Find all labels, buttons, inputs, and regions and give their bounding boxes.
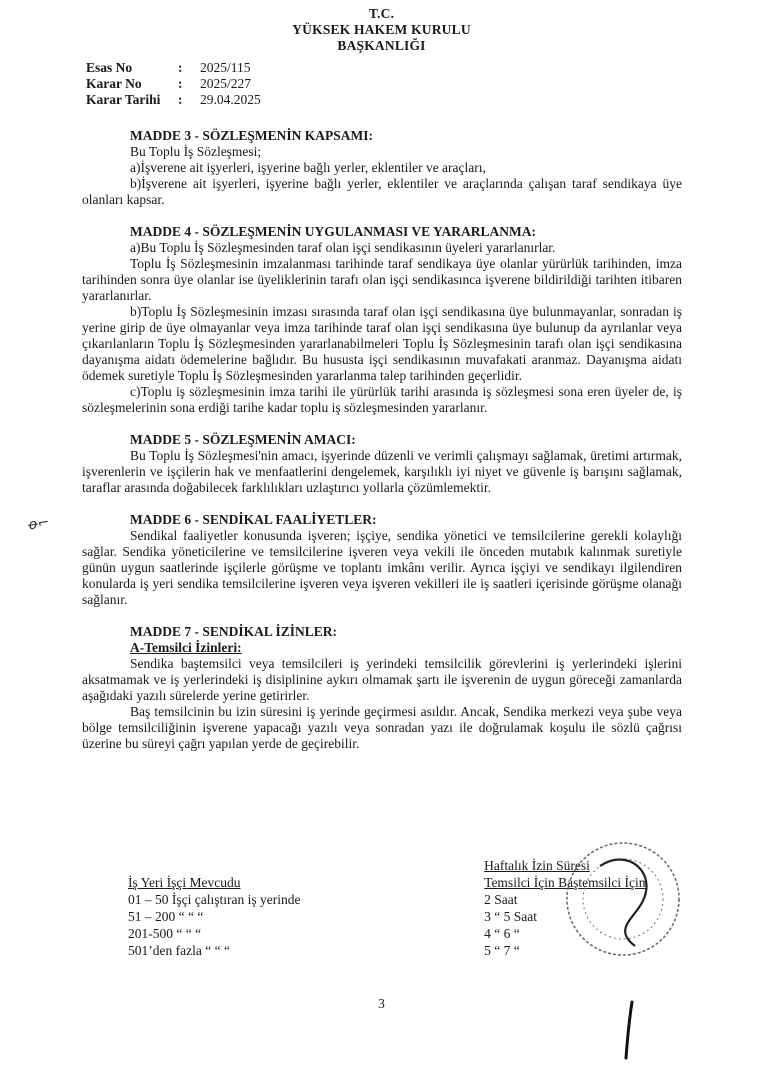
- official-stamp-icon: [560, 836, 686, 962]
- section-madde-5: [82, 432, 682, 496]
- section-madde-4: [82, 224, 682, 416]
- paragraph: Sendikal faaliyetler konusunda işveren; işçiye, sendika yönetici ve temsilcilerine gerekli kolaylığı sağlar. Sendika yöneticilerine ve temsilcilerine işveren veya vekili ile önceden mutabık kalınmak suretiyle günün uygun saatlerinde işçilerle görüşme ve toplantı imkânı verilir. Ayrıca işçiyi ve sendikayı ilgilendiren konularda iş yeri sendika temsilcilerine işveren veya işveren vekilleri ile iş saatleri içerisinde görüşme olanağı sağlanır.: [82, 528, 682, 607]
- header-court-name: YÜKSEK HAKEM KURULU: [292, 22, 471, 37]
- page-number: 3: [378, 996, 385, 1011]
- table-header-workers: İş Yeri İşçi Mevcudu: [128, 875, 241, 890]
- section-heading: MADDE 4 - SÖZLEŞMENİN UYGULANMASI VE YARARLANMA:: [130, 224, 537, 239]
- meta-esas-no: Esas No : 2025/115: [86, 60, 251, 75]
- paragraph: a)Bu Toplu İş Sözleşmesinden taraf olan işçi sendikasının üyeleri yararlanırlar.: [130, 240, 556, 255]
- table-header-weekly: Haftalık İzin Süresi: [484, 858, 590, 873]
- subsection-heading: A-Temsilci İzinleri:: [130, 640, 242, 655]
- paragraph: Toplu İş Sözleşmesinin imzalanması tarihinde taraf sendikaya üye olanlar yürürlük tarihinden, imza tarihinden sonra üye olanlar ise üyeliklerinin tarafı olan işçi sendikasınca işverene bildirildiği tarihten itibaren yararlanırlar.: [82, 256, 682, 303]
- table-row: 51 – 200 “ “ “ 3 “ 5 Saat: [128, 909, 538, 924]
- paragraph: Bu Toplu İş Sözleşmesi;: [130, 144, 262, 159]
- header-presidency: BAŞKANLIĞI: [337, 38, 426, 53]
- section-heading: MADDE 5 - SÖZLEŞMENİN AMACI:: [130, 432, 356, 447]
- table-row: 201-500 “ “ “ 4 “ 6 “: [128, 926, 520, 941]
- paragraph: b)Toplu İş Sözleşmesinin imzası sırasında taraf olan işçi sendikasına üye bulunmayanlar, sonradan iş yerine girip de üye olmayanlar veya imza tarihinde taraf olan işçi sendikasına üye bulunup da ayrılanlar veya çıkarılanların Toplu İş Sözleşmesinden yararlanabilmeleri Toplu İş Sözleşmesinin tarafı olan işçi sendikasına dayanışma aidatı ödemelerine bağlıdır. Bu hususta işçi sendikasının muvafakati aranmaz. Dayanışma aidatı ödemek suretiyle Toplu İş Sözleşmesinden yararlanma talep tarihinden geçerlidir.: [82, 304, 682, 383]
- signature-icon: [610, 1000, 650, 1060]
- paragraph: Sendika baştemsilci veya temsilcileri iş yerindeki temsilcilik görevlerini iş yerlerindeki işlerini aksatmamak ve iş yerlerindeki iş disiplinine aykırı olmamak şartı ile işverenin de uygun göreceği zamanlarda aşağıdaki yazılı sürelerde yerine getirirler.: [82, 656, 682, 703]
- document-header: [0, 6, 763, 54]
- section-heading: MADDE 3 - SÖZLEŞMENİN KAPSAMI:: [130, 128, 374, 143]
- paragraph: Baş temsilcinin bu izin süresini iş yerinde geçirmesi asıldır. Ancak, Sendika merkezi veya şube veya bölge temsilciliğinin işverene yapacağı yazılı veya sonradan yazı ile doğrulamak koşulu ile sözlü çağrısı üzerine bu süreyi çağrı yapılan yerde de geçirebilir.: [82, 704, 682, 751]
- section-madde-6: [82, 512, 682, 608]
- table-row: 01 – 50 İşçi çalıştıran iş yerinde 2 Saat: [128, 892, 518, 907]
- section-madde-7: [82, 624, 682, 752]
- table-row: 501’den fazla “ “ “ 5 “ 7 “: [128, 943, 520, 958]
- document-body: [82, 128, 682, 752]
- meta-karar-tarihi: Karar Tarihi : 29.04.2025: [86, 92, 261, 107]
- paragraph: Bu Toplu İş Sözleşmesi'nin amacı, işyerinde düzenli ve verimli çalışmayı sağlamak, üretimi artırmak, işverenlerin ve işçilerin hak ve menfaatlerini dengelemek, karşılıklı iyi niyet ve güvenle iş barışını sağlamak, taraflar arasında doğabilecek farklılıkları uzlaştırıcı yollarla çözümlemektir.: [82, 448, 682, 495]
- paragraph: a)İşverene ait işyerleri, işyerine bağlı yerler, eklentiler ve araçları,: [130, 160, 486, 175]
- section-heading: MADDE 6 - SENDİKAL FAALİYETLER:: [130, 512, 377, 527]
- section-madde-3: [82, 128, 682, 208]
- margin-initials-icon: ꝋ⌐: [26, 514, 51, 534]
- header-tc: T.C.: [368, 6, 395, 21]
- case-meta: [86, 60, 261, 108]
- section-heading: MADDE 7 - SENDİKAL İZİNLER:: [130, 624, 338, 639]
- paragraph: c)Toplu iş sözleşmesinin imza tarihi ile yürürlük tarihi arasında iş sözleşmesi sona eren üyeler de, iş sözleşmelerinin sona erdiği tarihe kadar toplu iş sözleşmesinden yararlanır.: [82, 384, 682, 415]
- table-header-roles: Temsilci İçin Baştemsilci İçin: [484, 875, 646, 890]
- meta-karar-no: Karar No : 2025/227: [86, 76, 252, 91]
- paragraph: b)İşverene ait işyerleri, işyerine bağlı yerler, eklentiler ve araçlarında çalışan taraf sendikaya üye olanları kapsar.: [82, 176, 682, 207]
